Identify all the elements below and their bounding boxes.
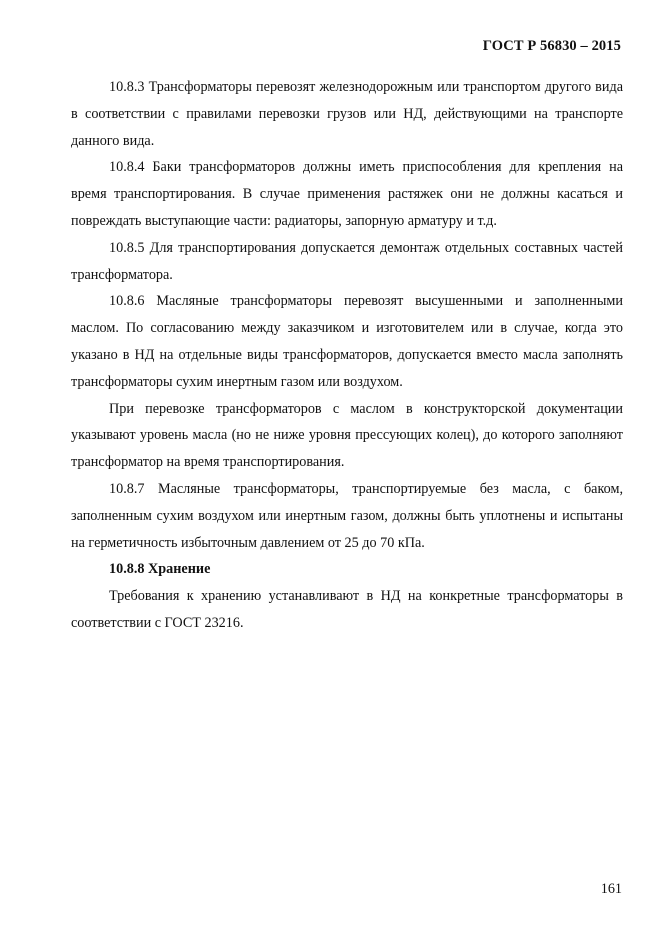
paragraph-10-8-6-continued: При перевозке трансформаторов с маслом в конструкторской документации указывают уровень масла (но не ниже уровня прессующих колец), до которого заполняют трансформатор на время транспортирования.	[71, 400, 623, 471]
paragraph-10-8-6: 10.8.6 Масляные трансформаторы перевозят высушенными и заполненными маслом. По согласованию между заказчиком и изготовителем или в случае, когда это указано в НД на отдельные виды трансформаторов, допускается вместо масла заполнять трансформаторы сухим инертным газом или воздухом.	[71, 293, 623, 390]
paragraph-10-8-5: 10.8.5 Для транспортирования допускается демонтаж отдельных составных частей трансформатора.	[71, 239, 623, 283]
section-heading-storage: 10.8.8 Хранение	[109, 561, 211, 578]
page-number: 161	[600, 881, 622, 897]
paragraph-10-8-3: 10.8.3 Трансформаторы перевозят железнодорожным или транспортом другого вида в соответствии с правилами перевозки грузов или НД, действующими на транспорте данного вида.	[71, 79, 623, 149]
document-code-header: ГОСТ Р 56830 – 2015	[482, 38, 621, 54]
paragraph-10-8-7: 10.8.7 Масляные трансформаторы, транспортируемые без масла, с баком, заполненным сухим воздухом или инертным газом, должны быть уплотнены и испытаны на герметичность избыточным давлением от 25 до 70 кПа.	[71, 480, 623, 551]
paragraph-storage-requirements: Требования к хранению устанавливают в НД на конкретные трансформаторы в соответствии с ГОСТ 23216.	[71, 588, 623, 631]
document-body	[71, 74, 623, 637]
paragraph-10-8-4: 10.8.4 Баки трансформаторов должны иметь приспособления для крепления на время транспортирования. В случае применения растяжек они не должны касаться и повреждать выступающие части: радиаторы, запорную арматуру и т.д.	[71, 159, 623, 229]
